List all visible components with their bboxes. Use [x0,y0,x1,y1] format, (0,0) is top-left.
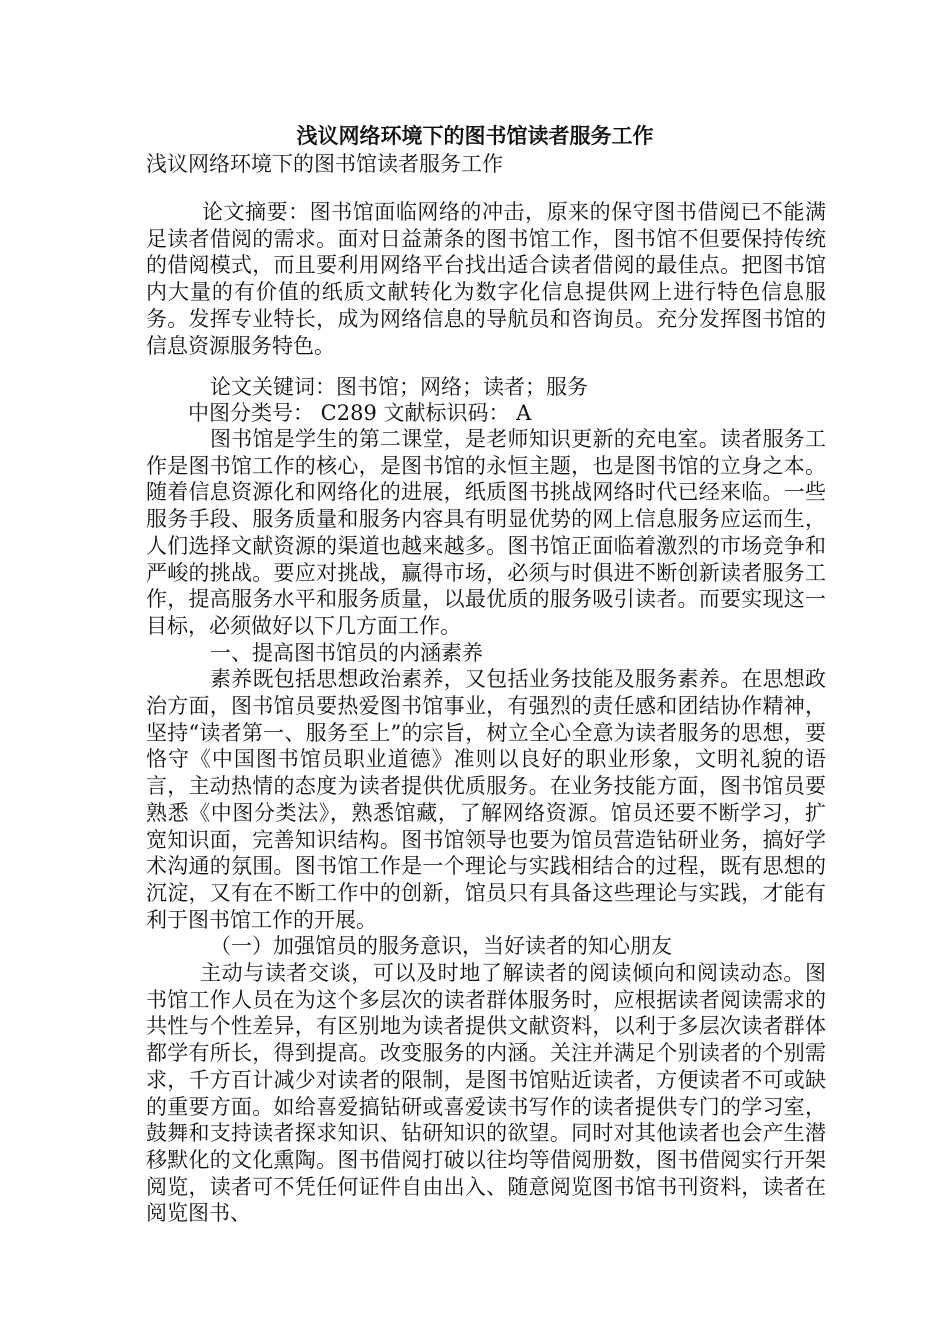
section-heading: 一、提高图书馆员的内涵素养 [210,640,483,665]
abstract-section [146,199,826,359]
classification-section [146,400,826,427]
body-paragraph: 主动与读者交谈，可以及时地了解读者的阅读倾向和阅读动态。图书馆工作人员在为这个多层次的读者群体服务时，应根据读者阅读需求的共性与个性差异，有区别地为读者提供文献资料，以利于多层次读者群体都学有所长，得到提高。改变服务的内涵。关注并满足个别读者的个别需求，千方百计减少对读者的限制，是图书馆贴近读者，方便读者不可或缺的重要方面。如给喜爱搞钻研或喜爱读书写作的读者提供专门的学习室，鼓舞和支持读者探求知识、钻研知识的欲望。同时对其他读者也会产生潜移默化的文化熏陶。图书借阅打破以往均等借阅册数，图书借阅实行开架阅览，读者可不凭任何证件自由出入、随意阅览图书馆书刊资料，读者在阅览图书、 [146,961,826,1226]
body-paragraph: 图书馆是学生的第二课堂，是老师知识更新的充电室。读者服务工作是图书馆工作的核心，是图书馆的永恒主题，也是图书馆的立身之本。随着信息资源化和网络化的进展，纸质图书挑战网络时代已经来临。一些服务手段、服务质量和服务内容具有明显优势的网上信息服务应运而生，人们选择文献资源的渠道也越来越多。图书馆正面临着激烈的市场竞争和严峻的挑战。要应对挑战，赢得市场，必须与时俱进不断创新读者服务工作，提高服务水平和服务质量，以最优质的服务吸引读者。而要实现这一目标，必须做好以下几方面工作。 [146,427,826,638]
keywords-line: 论文关键词：图书馆；网络；读者；服务 [210,375,588,399]
document-title: 浅议网络环境下的图书馆读者服务工作 [296,123,654,148]
keywords-section [146,374,826,401]
subsection-heading: （一）加强馆员的服务意识，当好读者的知心朋友 [210,934,672,959]
body-paragraph: 素养既包括思想政治素养，又包括业务技能及服务素养。在思想政治方面，图书馆员要热爱图书馆事业，有强烈的责任感和团结协作精神，坚持“读者第一、服务至上”的宗旨，树立全心全意为读者服务的思想，要恪守《中国图书馆员职业道德》准则以良好的职业形象，文明礼貌的语言，主动热情的态度为读者提供优质服务。在业务技能方面，图书馆员要熟悉《中图分类法》，熟悉馆藏，了解网络资源。馆员还要不断学习，扩宽知识面，完善知识结构。图书馆领导也要为馆员营造钻研业务，搞好学术沟通的氛围。图书馆工作是一个理论与实践相结合的过程，既有思想的沉淀，又有在不断工作中的创新，馆员只有具备这些理论与实践，才能有利于图书馆工作的开展。 [146,667,826,932]
document-subtitle: 浅议网络环境下的图书馆读者服务工作 [146,152,503,176]
main-body [146,426,826,1227]
classification-line: 中图分类号： C289 文献标识码： A [188,401,532,425]
abstract-paragraph: 论文摘要：图书馆面临网络的冲击，原来的保守图书借阅已不能满足读者借阅的需求。面对日益萧条的图书馆工作，图书馆不但要保持传统的借阅模式，而且要利用网络平台找出适合读者借阅的最佳点。把图书馆内大量的有价值的纸质文献转化为数字化信息提供网上进行特色信息服务。发挥专业特长，成为网络信息的导航员和咨询员。充分发挥图书馆的信息资源服务特色。 [146,200,826,358]
